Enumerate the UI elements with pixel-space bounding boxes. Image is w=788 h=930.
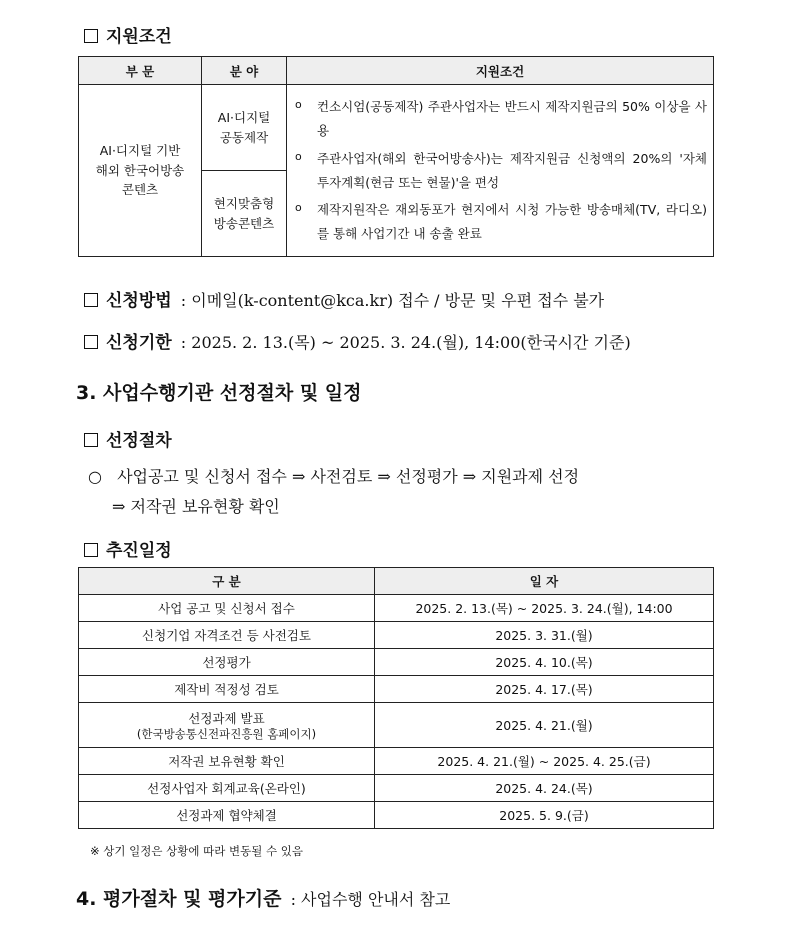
section-4-suffix: : 사업수행 안내서 참고 — [290, 890, 451, 909]
table-row — [79, 748, 714, 775]
schedule-item: 선정사업자 회계교육(온라인) — [79, 775, 375, 802]
schedule-date: 2025. 4. 17.(목) — [375, 676, 714, 703]
application-deadline — [84, 328, 631, 353]
table-row — [79, 85, 714, 171]
schedule-date: 2025. 5. 9.(금) — [375, 802, 714, 829]
application-method-value: : 이메일(k-content@kca.kr) 접수 / 방문 및 우편 접수 불가 — [180, 291, 605, 310]
category-line: AI·디지털 기반 — [99, 143, 181, 159]
field-line: 현지맞춤형 — [213, 196, 275, 212]
checkbox-square-icon — [84, 543, 98, 557]
schedule-table — [78, 567, 714, 829]
conditions-cell — [287, 85, 714, 257]
category-line: 해외 한국어방송 — [95, 162, 185, 178]
field-cell — [202, 85, 287, 171]
schedule-heading: 추진일정 — [84, 536, 172, 561]
conditions-list — [287, 87, 713, 254]
column-header: 분 야 — [202, 57, 287, 85]
table-row — [79, 676, 714, 703]
application-method-label: 신청방법 — [106, 291, 172, 311]
schedule-item: 신청기업 자격조건 등 사전검토 — [79, 622, 375, 649]
application-deadline-value: : 2025. 2. 13.(목) ~ 2025. 3. 24.(월), 14:00(한국시간 기준) — [180, 333, 631, 352]
category-cell — [79, 85, 202, 257]
field-line: 방송콘텐츠 — [213, 215, 275, 231]
schedule-note: ※ 상기 일정은 상황에 따라 변동될 수 있음 — [90, 844, 303, 858]
schedule-item: 저작권 보유현황 확인 — [79, 748, 375, 775]
schedule-date: 2025. 4. 24.(목) — [375, 775, 714, 802]
table-header-row — [79, 57, 714, 85]
procedure-line-1 — [88, 464, 579, 487]
schedule-date: 2025. 4. 21.(월) ~ 2025. 4. 25.(금) — [375, 748, 714, 775]
list-item: o 컨소시엄(공동제작) 주관사업자는 반드시 제작지원금의 50% 이상을 사용 — [295, 98, 707, 138]
column-header: 일 자 — [375, 568, 714, 595]
circle-bullet-icon: ○ — [88, 467, 102, 486]
list-item: o 주관사업자(해외 한국어방송사)는 제작지원금 신청액의 20%의 '자체 투자계획(현금 또는 현물)'을 편성 — [295, 149, 707, 190]
support-conditions-table — [78, 56, 714, 257]
column-header: 지원조건 — [287, 57, 714, 85]
section-4 — [76, 884, 450, 911]
table-row — [79, 595, 714, 622]
table-row — [79, 802, 714, 829]
table-header-row — [79, 568, 714, 595]
schedule-item — [79, 703, 375, 748]
schedule-date: 2025. 4. 21.(월) — [375, 703, 714, 748]
section-3-title: 3. 사업수행기관 선정절차 및 일정 — [76, 382, 362, 404]
application-deadline-label: 신청기한 — [106, 333, 172, 353]
field-line: 공동제작 — [219, 129, 269, 145]
checkbox-square-icon — [84, 29, 98, 43]
procedure-line-2: ⇒ 저작권 보유현황 확인 — [112, 497, 280, 516]
column-header: 부 문 — [79, 57, 202, 85]
schedule-item: 선정과제 협약체결 — [79, 802, 375, 829]
checkbox-square-icon — [84, 293, 98, 307]
category-line: 콘텐츠 — [121, 182, 159, 198]
schedule-date: 2025. 2. 13.(목) ~ 2025. 3. 24.(월), 14:00 — [375, 595, 714, 622]
schedule-date: 2025. 4. 10.(목) — [375, 649, 714, 676]
support-conditions-heading: 지원조건 — [84, 22, 172, 47]
column-header: 구 분 — [79, 568, 375, 595]
schedule-item: 제작비 적정성 검토 — [79, 676, 375, 703]
schedule-date: 2025. 3. 31.(월) — [375, 622, 714, 649]
application-method — [84, 286, 604, 311]
procedure-steps: 사업공고 및 신청서 접수 ⇒ 사전검토 ⇒ 선정평가 ⇒ 지원과제 선정 — [117, 467, 580, 486]
field-line: AI·디지털 — [217, 110, 271, 126]
checkbox-square-icon — [84, 433, 98, 447]
schedule-item-main: 선정과제 발표 — [188, 710, 265, 726]
field-cell — [202, 171, 287, 257]
section-4-title: 4. 평가절차 및 평가기준 — [76, 888, 282, 910]
schedule-item: 선정평가 — [79, 649, 375, 676]
schedule-item: 사업 공고 및 신청서 접수 — [79, 595, 375, 622]
table-row — [79, 622, 714, 649]
list-item: o 제작지원작은 재외동포가 현지에서 시청 가능한 방송매체(TV, 라디오)를 통해 사업기간 내 송출 완료 — [295, 201, 707, 241]
schedule-item-sub: (한국방송통신전파진흥원 홈페이지) — [136, 726, 317, 741]
table-row — [79, 649, 714, 676]
table-row — [79, 703, 714, 748]
procedure-heading: 선정절차 — [84, 426, 172, 451]
checkbox-square-icon — [84, 335, 98, 349]
table-row — [79, 775, 714, 802]
